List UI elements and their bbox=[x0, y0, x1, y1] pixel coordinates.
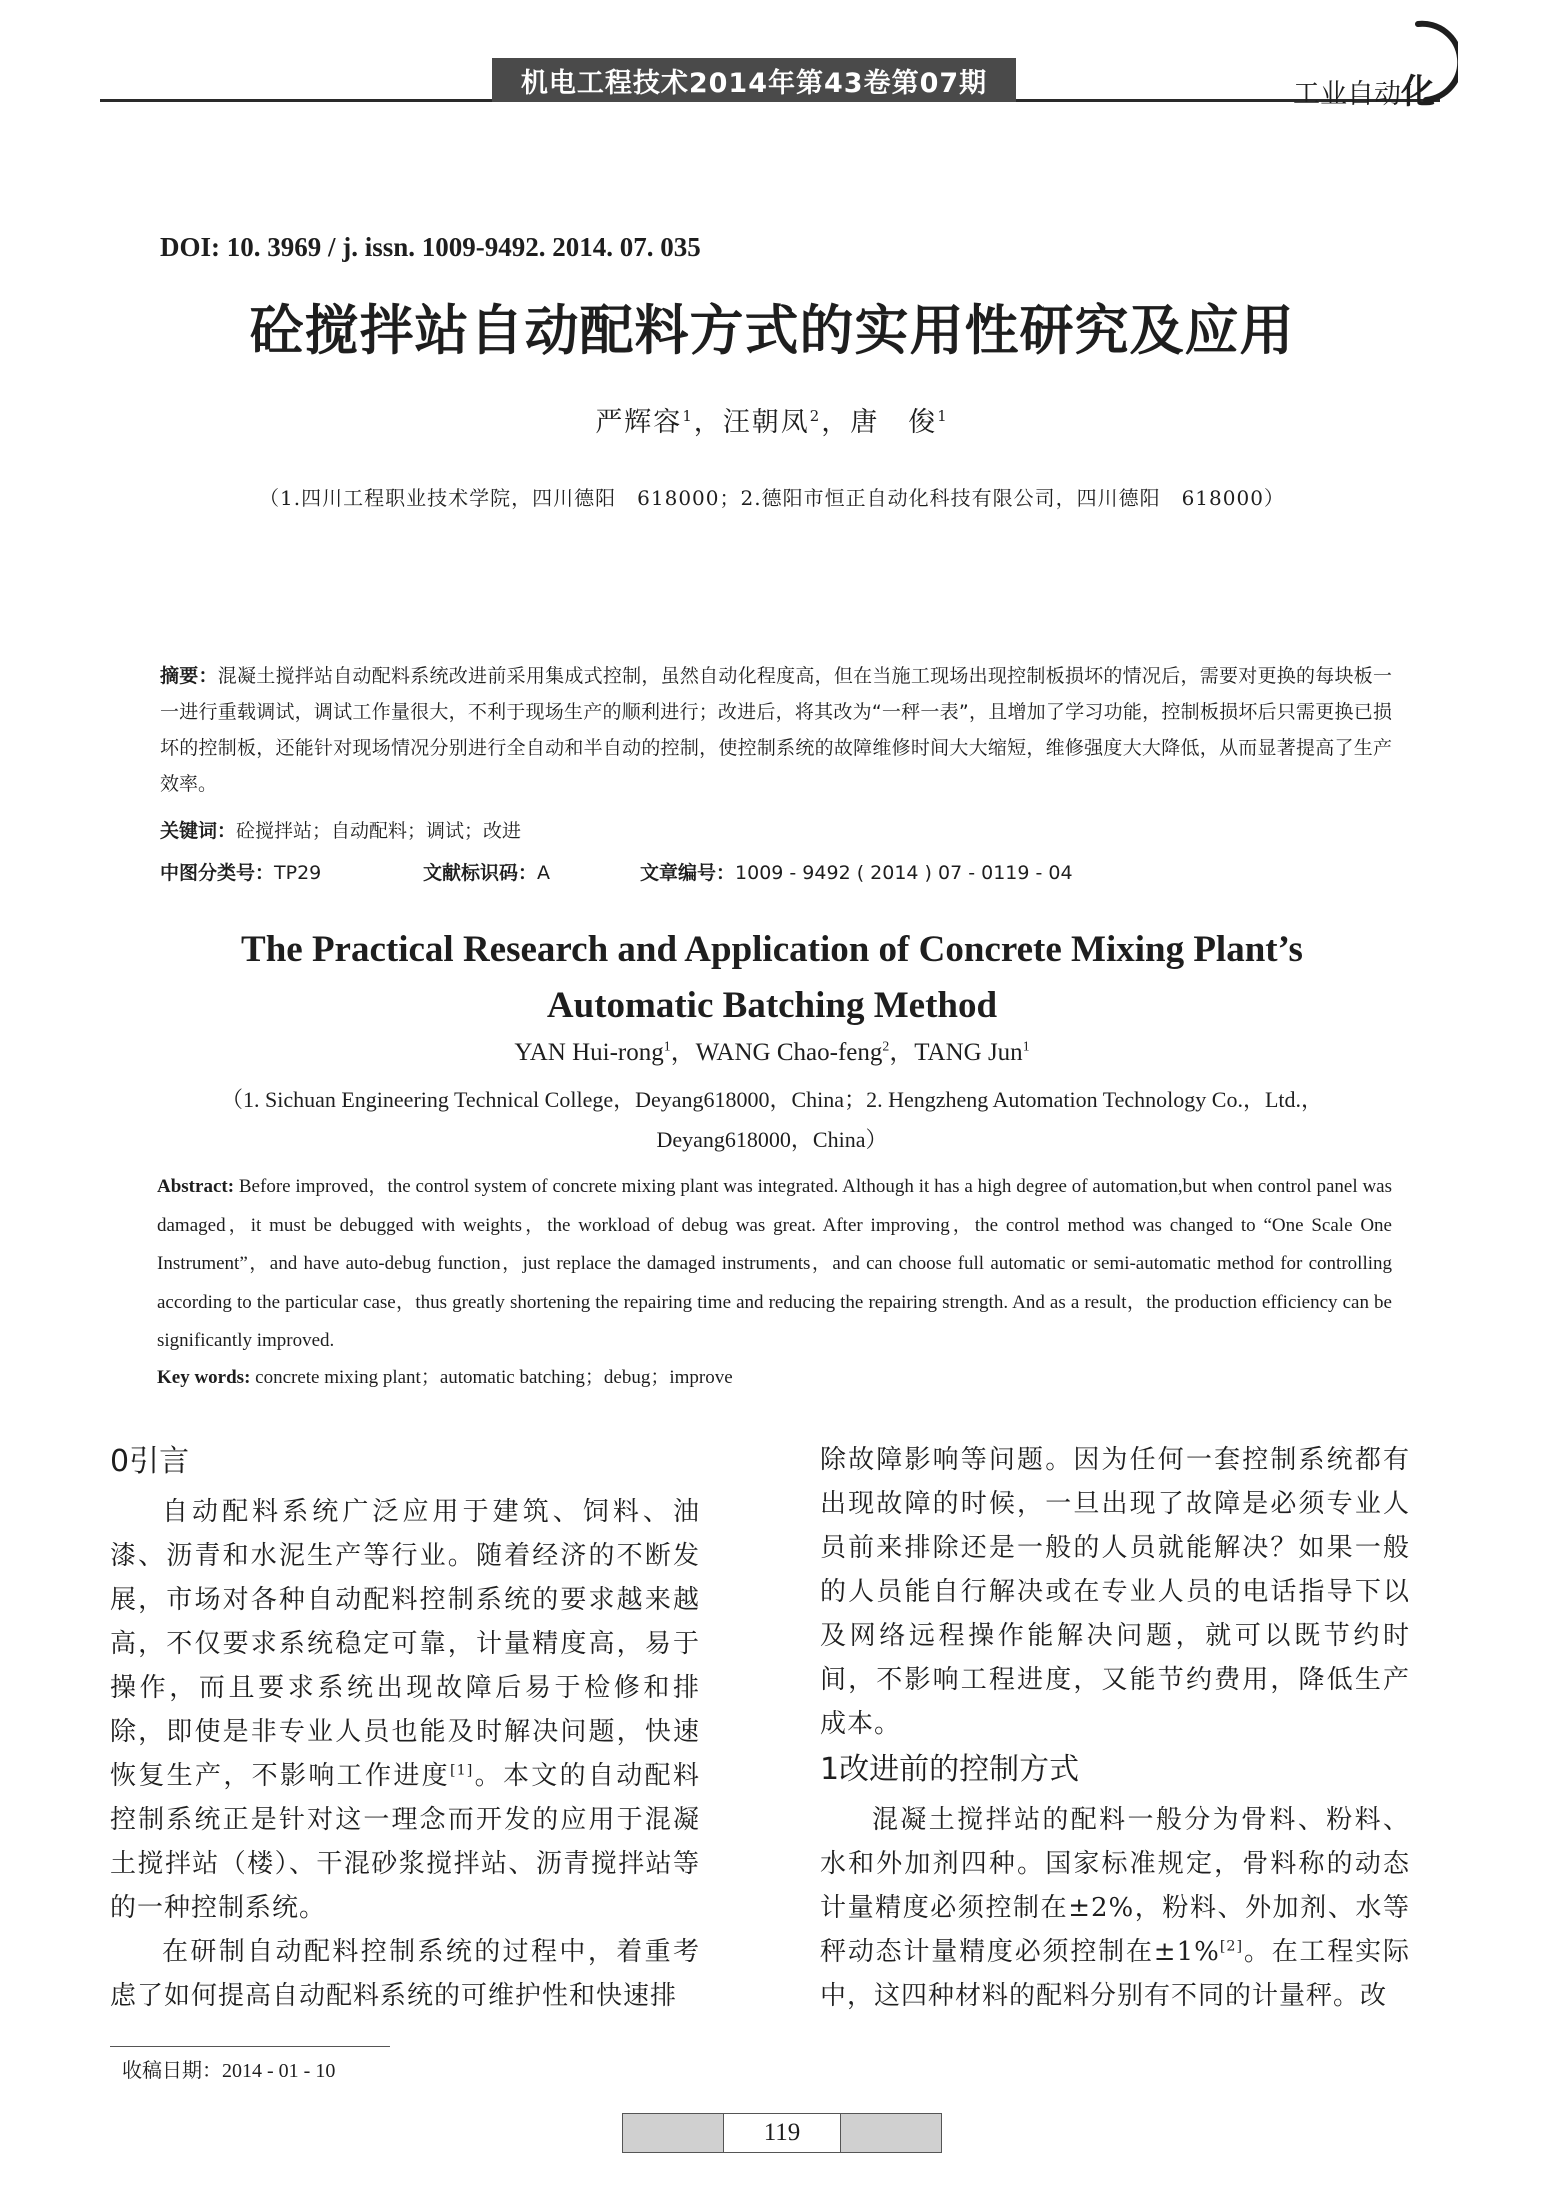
author-affiliation-mark: 1 bbox=[682, 407, 694, 425]
paragraph bbox=[110, 1490, 700, 1930]
author-separator: ， bbox=[693, 407, 723, 438]
document-code-value: A bbox=[537, 862, 551, 884]
affiliation-en-line: （1. Sichuan Engineering Technical College，Deyang618000，China；2. Hengzheng Automation Technology Co.，Ltd.， bbox=[220, 1087, 1324, 1112]
article-number-value: 1009 - 9492 ( 2014 ) 07 - 0119 - 04 bbox=[735, 862, 1073, 884]
authors-en bbox=[0, 1032, 1544, 1068]
author-separator: ， bbox=[821, 407, 851, 438]
english-title-line: Automatic Batching Method bbox=[546, 985, 998, 1026]
author-affiliation-mark: 2 bbox=[882, 1038, 890, 1054]
author-affiliation-mark: 1 bbox=[1022, 1038, 1030, 1054]
footnote-rule bbox=[110, 2046, 390, 2047]
keywords-en-label: Key words: bbox=[157, 1367, 251, 1388]
document-code-label: 文献标识码： bbox=[423, 862, 538, 884]
page-title: 砼搅拌站自动配料方式的实用性研究及应用 bbox=[249, 299, 1295, 362]
page-number-bar bbox=[622, 2113, 942, 2153]
section-text: 工业自动 bbox=[1293, 79, 1401, 110]
paragraph bbox=[820, 1798, 1410, 2018]
author-name: 汪朝凤 bbox=[722, 407, 810, 438]
received-date: 收稿日期：2014 - 01 - 10 bbox=[122, 2060, 336, 2082]
paragraph-text: 混凝土搅拌站的配料一般分为骨料、粉料、水和外加剂四种。国家标准规定，骨料称的动态计量精度必须控制在±2%，粉料、外加剂、水等秤动态计量精度必须控制在±1% bbox=[820, 1805, 1410, 1967]
keywords-cn-label: 关键词： bbox=[160, 820, 237, 842]
header-arc-icon bbox=[1398, 18, 1458, 108]
body-column-right bbox=[820, 1438, 1410, 2018]
abstract-cn-text: 混凝土搅拌站自动配料系统改进前采用集成式控制，虽然自动化程度高，但在当施工现场出现控制板损坏的情况后，需要对更换的每块板一一进行重载调试，调试工作量很大，不利于现场生产的顺利进行；改进后，将其改为“一秤一表”，且增加了学习功能，控制板损坏后只需更换已损坏的控制板，还能针对现场情况分别进行全自动和半自动的控制，使控制系统的故障维修时间大大缩短，维修强度大大降低，从而显著提高了生产效率。 bbox=[160, 665, 1392, 795]
abstract-en bbox=[157, 1168, 1392, 1361]
abstract-en-text: Before improved，the control system of concrete mixing plant was integrated. Although it has a high degree of automation,but when control panel was damaged，it must be debugged with weights，the workload of debug was great. After improving，the control method was changed to “One Scale One Instrument”，and have auto-debug function，just replace the damaged instruments，and can choose full automatic or semi-automatic method for controlling according to the particular case，thus greatly shortening the repairing time and reducing the repairing strength. And as a result，the production efficiency can be significantly improved. bbox=[157, 1176, 1392, 1351]
citation: [1] bbox=[450, 1762, 474, 1779]
affiliation-cn: （1.四川工程职业技术学院，四川德阳 618000；2.德阳市恒正自动化科技有限公司，四川德阳 618000） bbox=[259, 486, 1285, 510]
citation: [2] bbox=[1219, 1938, 1244, 1955]
author-separator: ， bbox=[670, 1039, 696, 1066]
affiliation-en-line: Deyang618000，China） bbox=[656, 1127, 888, 1152]
section-heading: 1改进前的控制方式 bbox=[820, 1752, 1080, 1787]
body-column-left bbox=[110, 1438, 700, 2018]
author-separator: ， bbox=[889, 1039, 915, 1066]
paragraph: 除故障影响等问题。因为任何一套控制系统都有出现故障的时候，一旦出现了故障是必须专业人员前来排除还是一般的人员就能解决？如果一般的人员能自行解决或在专业人员的电话指导下以及网络远程操作能解决问题，就可以既节约时间，不影响工程进度，又能节约费用，降低生产成本。 bbox=[820, 1445, 1410, 1739]
journal-banner bbox=[492, 58, 1016, 102]
paragraph-text: 自动配料系统广泛应用于建筑、饲料、油漆、沥青和水泥生产等行业。随着经济的不断发展，市场对各种自动配料控制系统的要求越来越高，不仅要求系统稳定可靠，计量精度高，易于操作，而且要求系统出现故障后易于检修和排除，即使是非专业人员也能及时解决问题，快速恢复生产，不影响工作进度 bbox=[110, 1497, 700, 1791]
author-name: 唐 俊 bbox=[850, 407, 938, 438]
abstract-en-label: Abstract: bbox=[157, 1176, 235, 1197]
keywords-en-text: concrete mixing plant；automatic batching；debug；improve bbox=[250, 1367, 733, 1388]
abstract-cn-label: 摘要： bbox=[160, 665, 218, 687]
journal-name: 机电工程技术2014年第43卷第07期 bbox=[520, 67, 988, 99]
doi: DOI: 10. 3969 / j. issn. 1009-9492. 2014. 07. 035 bbox=[160, 232, 701, 262]
clc-number bbox=[160, 858, 321, 885]
paragraph-text: 。在工程实际中，这四种材料的配料分别有不同的计量秤。改 bbox=[820, 1937, 1410, 2011]
clc-label: 中图分类号： bbox=[160, 862, 275, 884]
article-number bbox=[640, 858, 1073, 885]
keywords-cn-text: 砼搅拌站；自动配料；调试；改进 bbox=[236, 820, 522, 842]
author-name: YAN Hui-rong bbox=[514, 1039, 664, 1066]
authors-cn bbox=[0, 400, 1544, 439]
keywords-cn bbox=[160, 816, 521, 843]
affiliation-en bbox=[0, 1080, 1544, 1160]
author-name: TANG Jun bbox=[914, 1039, 1023, 1066]
english-title-line: The Practical Research and Application of Concrete Mixing Plant’s bbox=[241, 929, 1303, 970]
article-number-label: 文章编号： bbox=[640, 862, 736, 884]
document-code bbox=[423, 858, 550, 885]
author-affiliation-mark: 1 bbox=[937, 407, 949, 425]
section-heading: 0引言 bbox=[110, 1444, 190, 1479]
keywords-en bbox=[157, 1362, 733, 1389]
page-number: 119 bbox=[723, 2114, 841, 2152]
paragraph-text: 。本文的自动配料控制系统正是针对这一理念而开发的应用于混凝土搅拌站（楼）、干混砂浆搅拌站、沥青搅拌站等的一种控制系统。 bbox=[110, 1761, 700, 1923]
author-affiliation-mark: 1 bbox=[663, 1038, 671, 1054]
author-name: WANG Chao-feng bbox=[695, 1039, 883, 1066]
section-glyph: 化 bbox=[1401, 72, 1435, 112]
abstract-cn bbox=[160, 658, 1392, 802]
clc-value: TP29 bbox=[274, 862, 322, 884]
english-title bbox=[0, 922, 1544, 1034]
author-affiliation-mark: 2 bbox=[809, 407, 822, 425]
paragraph: 在研制自动配料控制系统的过程中，着重考虑了如何提高自动配料系统的可维护性和快速排 bbox=[110, 1937, 700, 2011]
author-name: 严辉容 bbox=[595, 407, 683, 438]
